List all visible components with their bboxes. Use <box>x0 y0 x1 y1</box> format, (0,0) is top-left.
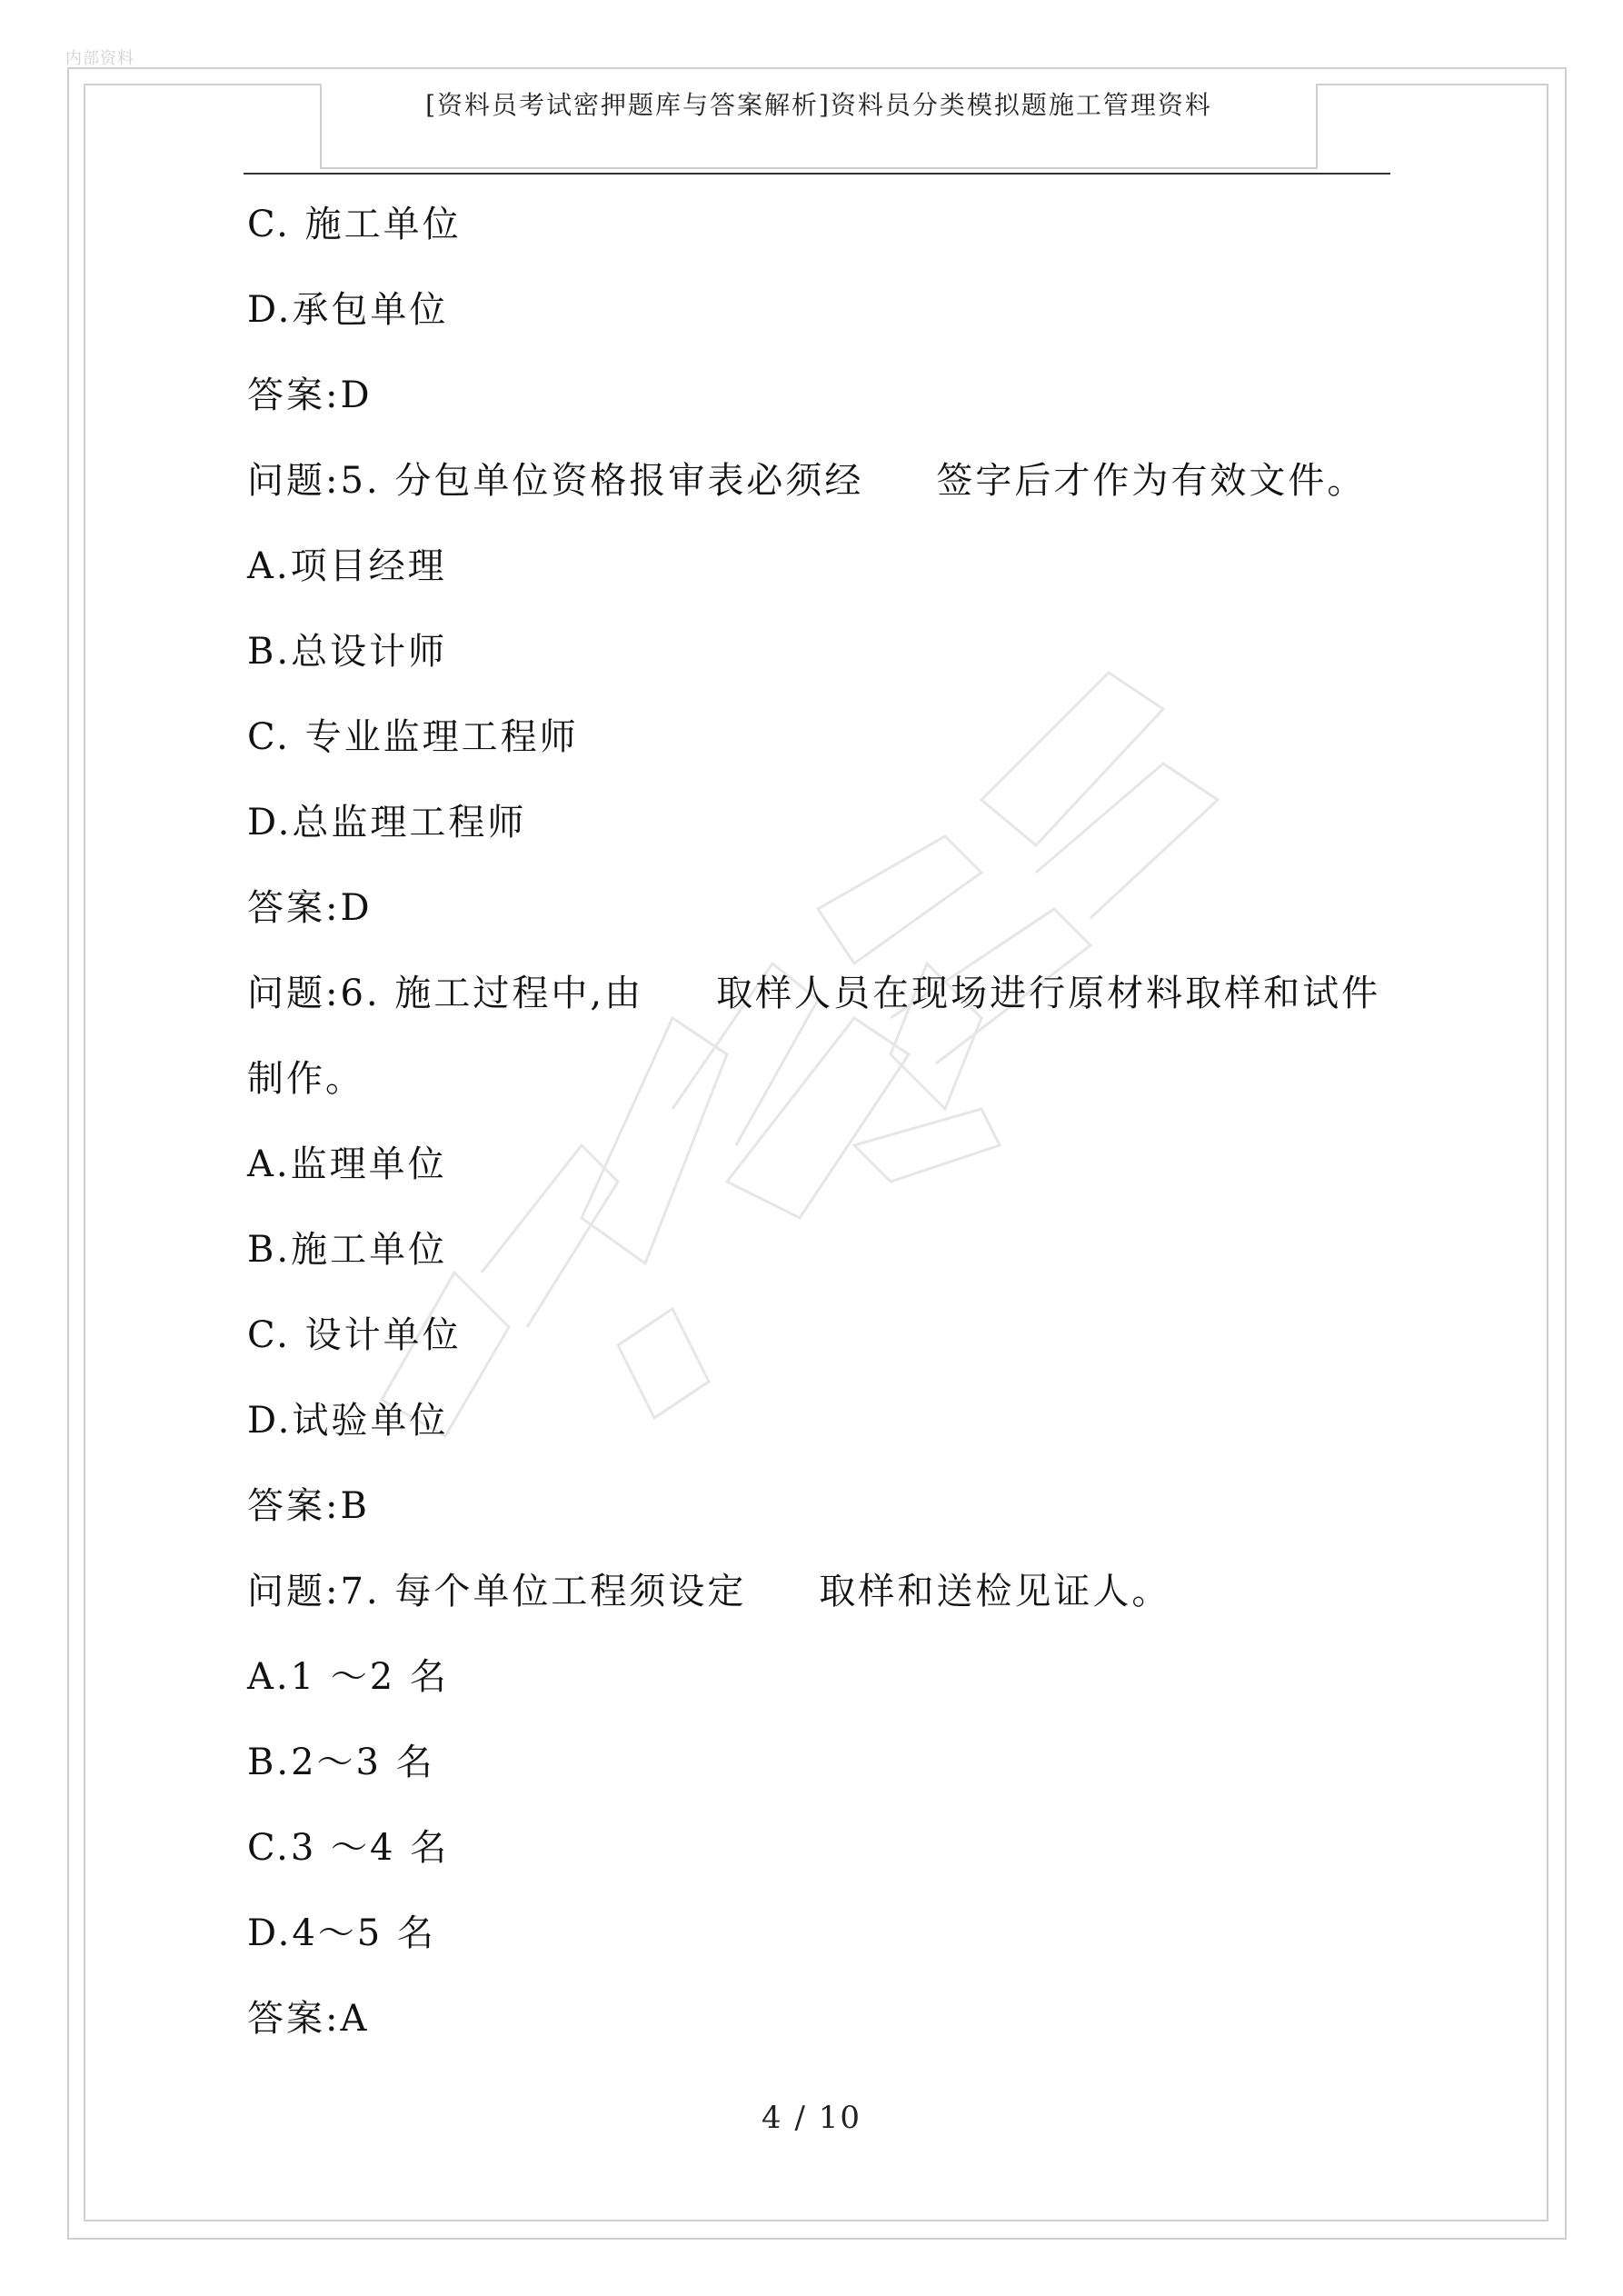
question-6-continuation: 制作。 <box>247 1058 364 1100</box>
question-6 <box>247 964 1392 1050</box>
question-6-text-after: 取样人员在现场进行原材料取样和试件 <box>716 973 1381 1014</box>
q5-option-a: A.项目经理 <box>247 545 447 587</box>
question-5-text-after: 签字后才作为有效文件。 <box>936 460 1367 502</box>
q7-option-c: C.3 ～4 名 <box>247 1827 450 1869</box>
option-5d-prev: D.承包单位 <box>247 289 449 331</box>
document-body <box>247 195 1392 2075</box>
q7-option-d: D.4～5 名 <box>247 1912 436 1954</box>
q5-option-c: C. 专业监理工程师 <box>247 716 579 758</box>
q7-option-b: B.2～3 名 <box>247 1742 435 1783</box>
option-5c-prev: C. 施工单位 <box>247 204 462 245</box>
page-header-title: [资料员考试密押题库与答案解析]资料员分类模拟题施工管理资料 <box>425 90 1212 120</box>
q6-option-a: A.监理单位 <box>247 1143 447 1185</box>
question-7-text-after: 取样和送检见证人。 <box>819 1571 1171 1612</box>
q5-option-d: D.总监理工程师 <box>247 802 527 844</box>
answer-prev: 答案:D <box>247 374 373 416</box>
corner-mark: 内部资料 <box>65 49 134 68</box>
q5-option-b: B.总设计师 <box>247 631 448 673</box>
question-5-text-before: 问题:5. 分包单位资格报审表必须经 <box>247 460 864 502</box>
q7-answer: 答案:A <box>247 1998 370 2040</box>
question-7-text-before: 问题:7. 每个单位工程须设定 <box>247 1571 747 1612</box>
question-5 <box>247 452 1392 537</box>
question-6-text-before: 问题:6. 施工过程中,由 <box>247 973 644 1014</box>
q7-option-a: A.1 ～2 名 <box>247 1656 449 1698</box>
q6-option-b: B.施工单位 <box>247 1229 448 1271</box>
q6-option-d: D.试验单位 <box>247 1400 449 1442</box>
q6-option-c: C. 设计单位 <box>247 1314 462 1356</box>
q5-answer: 答案:D <box>247 887 373 929</box>
question-7 <box>247 1562 1392 1648</box>
header-rule <box>244 173 1390 175</box>
page-number: 4 / 10 <box>762 2100 861 2136</box>
q6-answer: 答案:B <box>247 1485 370 1527</box>
